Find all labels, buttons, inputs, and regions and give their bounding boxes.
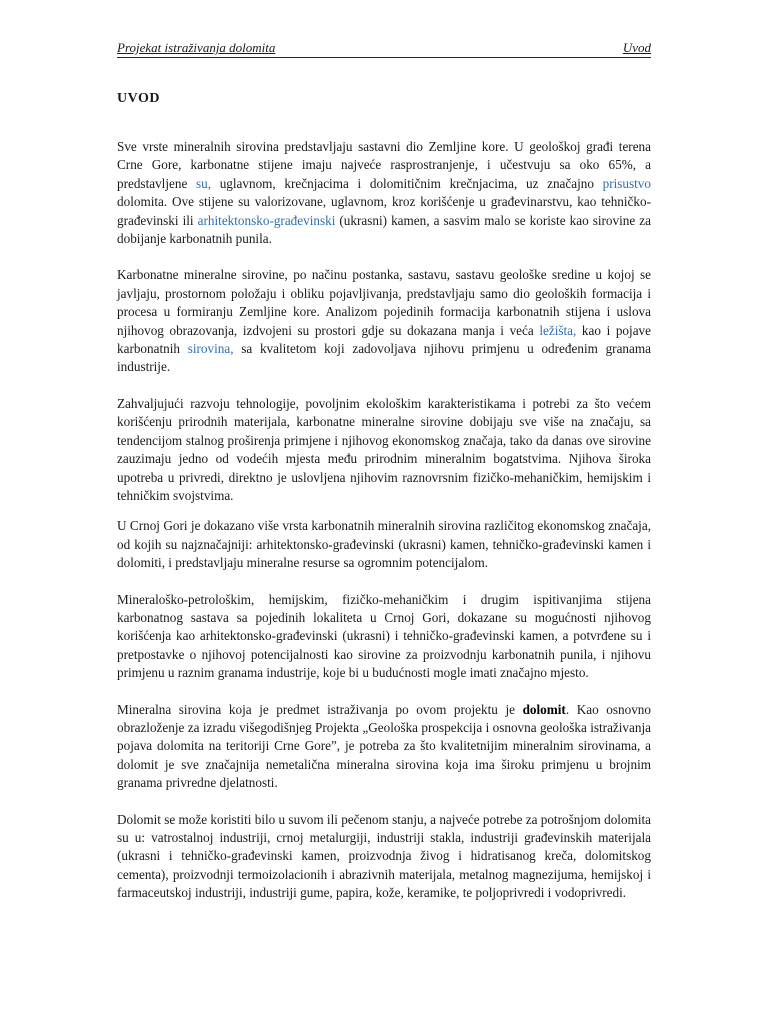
text-run: Mineralna sirovina koja je predmet istraživanja po ovom projektu je [117,701,523,717]
paragraph-4 [117,517,651,572]
paragraph-2 [117,266,651,376]
body-text [117,138,651,903]
paragraph-7 [117,811,651,903]
text-run: Dolomit se može koristiti bilo u suvom ili pečenom stanju, a najveće potrebe za potrošnjom dolomita su u: vatrostalnoj industriji, crnoj metalurgiji, industriji stakla, industriji građevinskih materijala (ukrasni i tehničko-građevinski kamen, proizvodnja živog i hidratisanog kreča, dolomitskog cementa), proizvodnji termoizolacionih i abrazivnih materijala, metalnog magnezijuma, hemijskoj i farmaceutskoj industriji, industriji gume, papira, kože, keramike, te poljoprivredi i vodoprivredi. [117,811,651,901]
text-run: sa kvalitetom koji zadovoljava njihovu primjenu u određenim granama industrije. [117,341,651,375]
text-run: . Kao osnovno obrazloženje za izradu višegodišnjeg Projekta „Geološka prospekcija i osnovna geološka istraživanja pojava dolomita na teritoriji Crne Gore”, je potreba za što kvalitetnijim mineralnim sirovinama, a dolomit je sve značajnija nemetalična mineralna sirovina koja ima široku primjenu u brojnim granama privredne djelatnosti. [117,701,651,791]
text-run: Sve vrste mineralnih sirovina predstavljaju sastavni dio Zemljine kore. U geološkoj građi terena Crne Gore, karbonatne stijene imaju najveće rasprostranjenje, i učestvuju sa oko 65%, a predstavljene [117,139,651,191]
text-run: uglavnom, krečnjacima i dolomitičnim krečnjacima, uz značajno [211,175,603,191]
header-section-name: Uvod [622,40,651,55]
text-run: Mineraloško-petrološkim, hemijskim, fizičko-mehaničkim i drugim ispitivanjima stijena karbonatnog sastava sa pojedinih lokaliteta u Crnoj Gori, dokazane su mogućnosti njihovog korišćenja kao arhitektonsko-građevinski (ukrasni) i tehničko-građevinski kamen, a potvrđene su i pretpostavke o njihovoj potencijalnosti kao sirovine za proizvodnju karbonatnih punila, i njihovu primjenu u raznim granama industrije, koje bi u budućnosti mogle imati značajno mjesto. [117,591,651,681]
section-heading: UVOD [117,91,160,106]
header-project-title: Projekat istraživanja dolomita [117,40,276,55]
hyperlink-word[interactable]: sirovina, [187,341,234,357]
paragraph-6 [117,701,651,793]
bold-term: dolomit [522,701,566,717]
hyperlink-word[interactable]: arhitektonsko-građevinski [197,212,336,228]
text-run: Karbonatne mineralne sirovine, po načinu postanka, sastavu, sastavu geološke sredine u kojoj se javljaju, prostornom položaju i obliku pojavljivanja, predstavljaju samo dio geoloških formacija i procesa u formiranju Zemljine kore. Analizom pojedinih formacija karbonatnih stijena i uslova njihovog obrazovanja, izdvojeni su prostori gdje su dokazana manja i veća [117,267,651,338]
text-run: Zahvaljujući razvoju tehnologije, povoljnim ekološkim karakteristikama i potrebi za što većem korišćenju prirodnih materijala, karbonatne mineralne sirovine dobijaju sve više na značaju, sa tendencijom stalnog proširenja primjene i njihovog ekonomskog značaja, tako da danas ove sirovine zauzimaju jedno od vodećih mjesta među prirodnim mineralnim bogatstvima. Njihova široka upotreba u privredi, direktno je uslovljena njihovim raznovrsnim fizičko-mehaničkim, hemijskim i tehničkim svojstvima. [117,395,651,503]
hyperlink-word[interactable]: prisustvo [602,175,651,191]
text-run: (ukrasni) kamen, a sasvim malo se koriste kao sirovine za dobijanje karbonatnih punila. [117,212,651,247]
text-run: kao i pojave karbonatnih [117,322,651,357]
running-header [117,40,651,58]
document-page [117,40,651,921]
text-run: dolomita. Ove stijene su valorizovane, uglavnom, kroz korišćenje u građevinarstvu, kao tehničko-građevinski ili [117,194,651,228]
paragraph-5 [117,591,651,683]
text-run: U Crnoj Gori je dokazano više vrsta karbonatnih mineralnih sirovina različitog ekonomskog značaja, od kojih su najznačajniji: arhitektonsko-građevinski (ukrasni) kamen, tehničko-građevinski kamen i dolomiti, i predstavljaju mineralne resurse sa ogromnim potencijalom. [117,518,651,571]
hyperlink-word[interactable]: ležišta, [539,322,577,338]
hyperlink-word[interactable]: su, [195,175,212,191]
paragraph-1 [117,138,651,248]
paragraph-3 [117,395,651,505]
